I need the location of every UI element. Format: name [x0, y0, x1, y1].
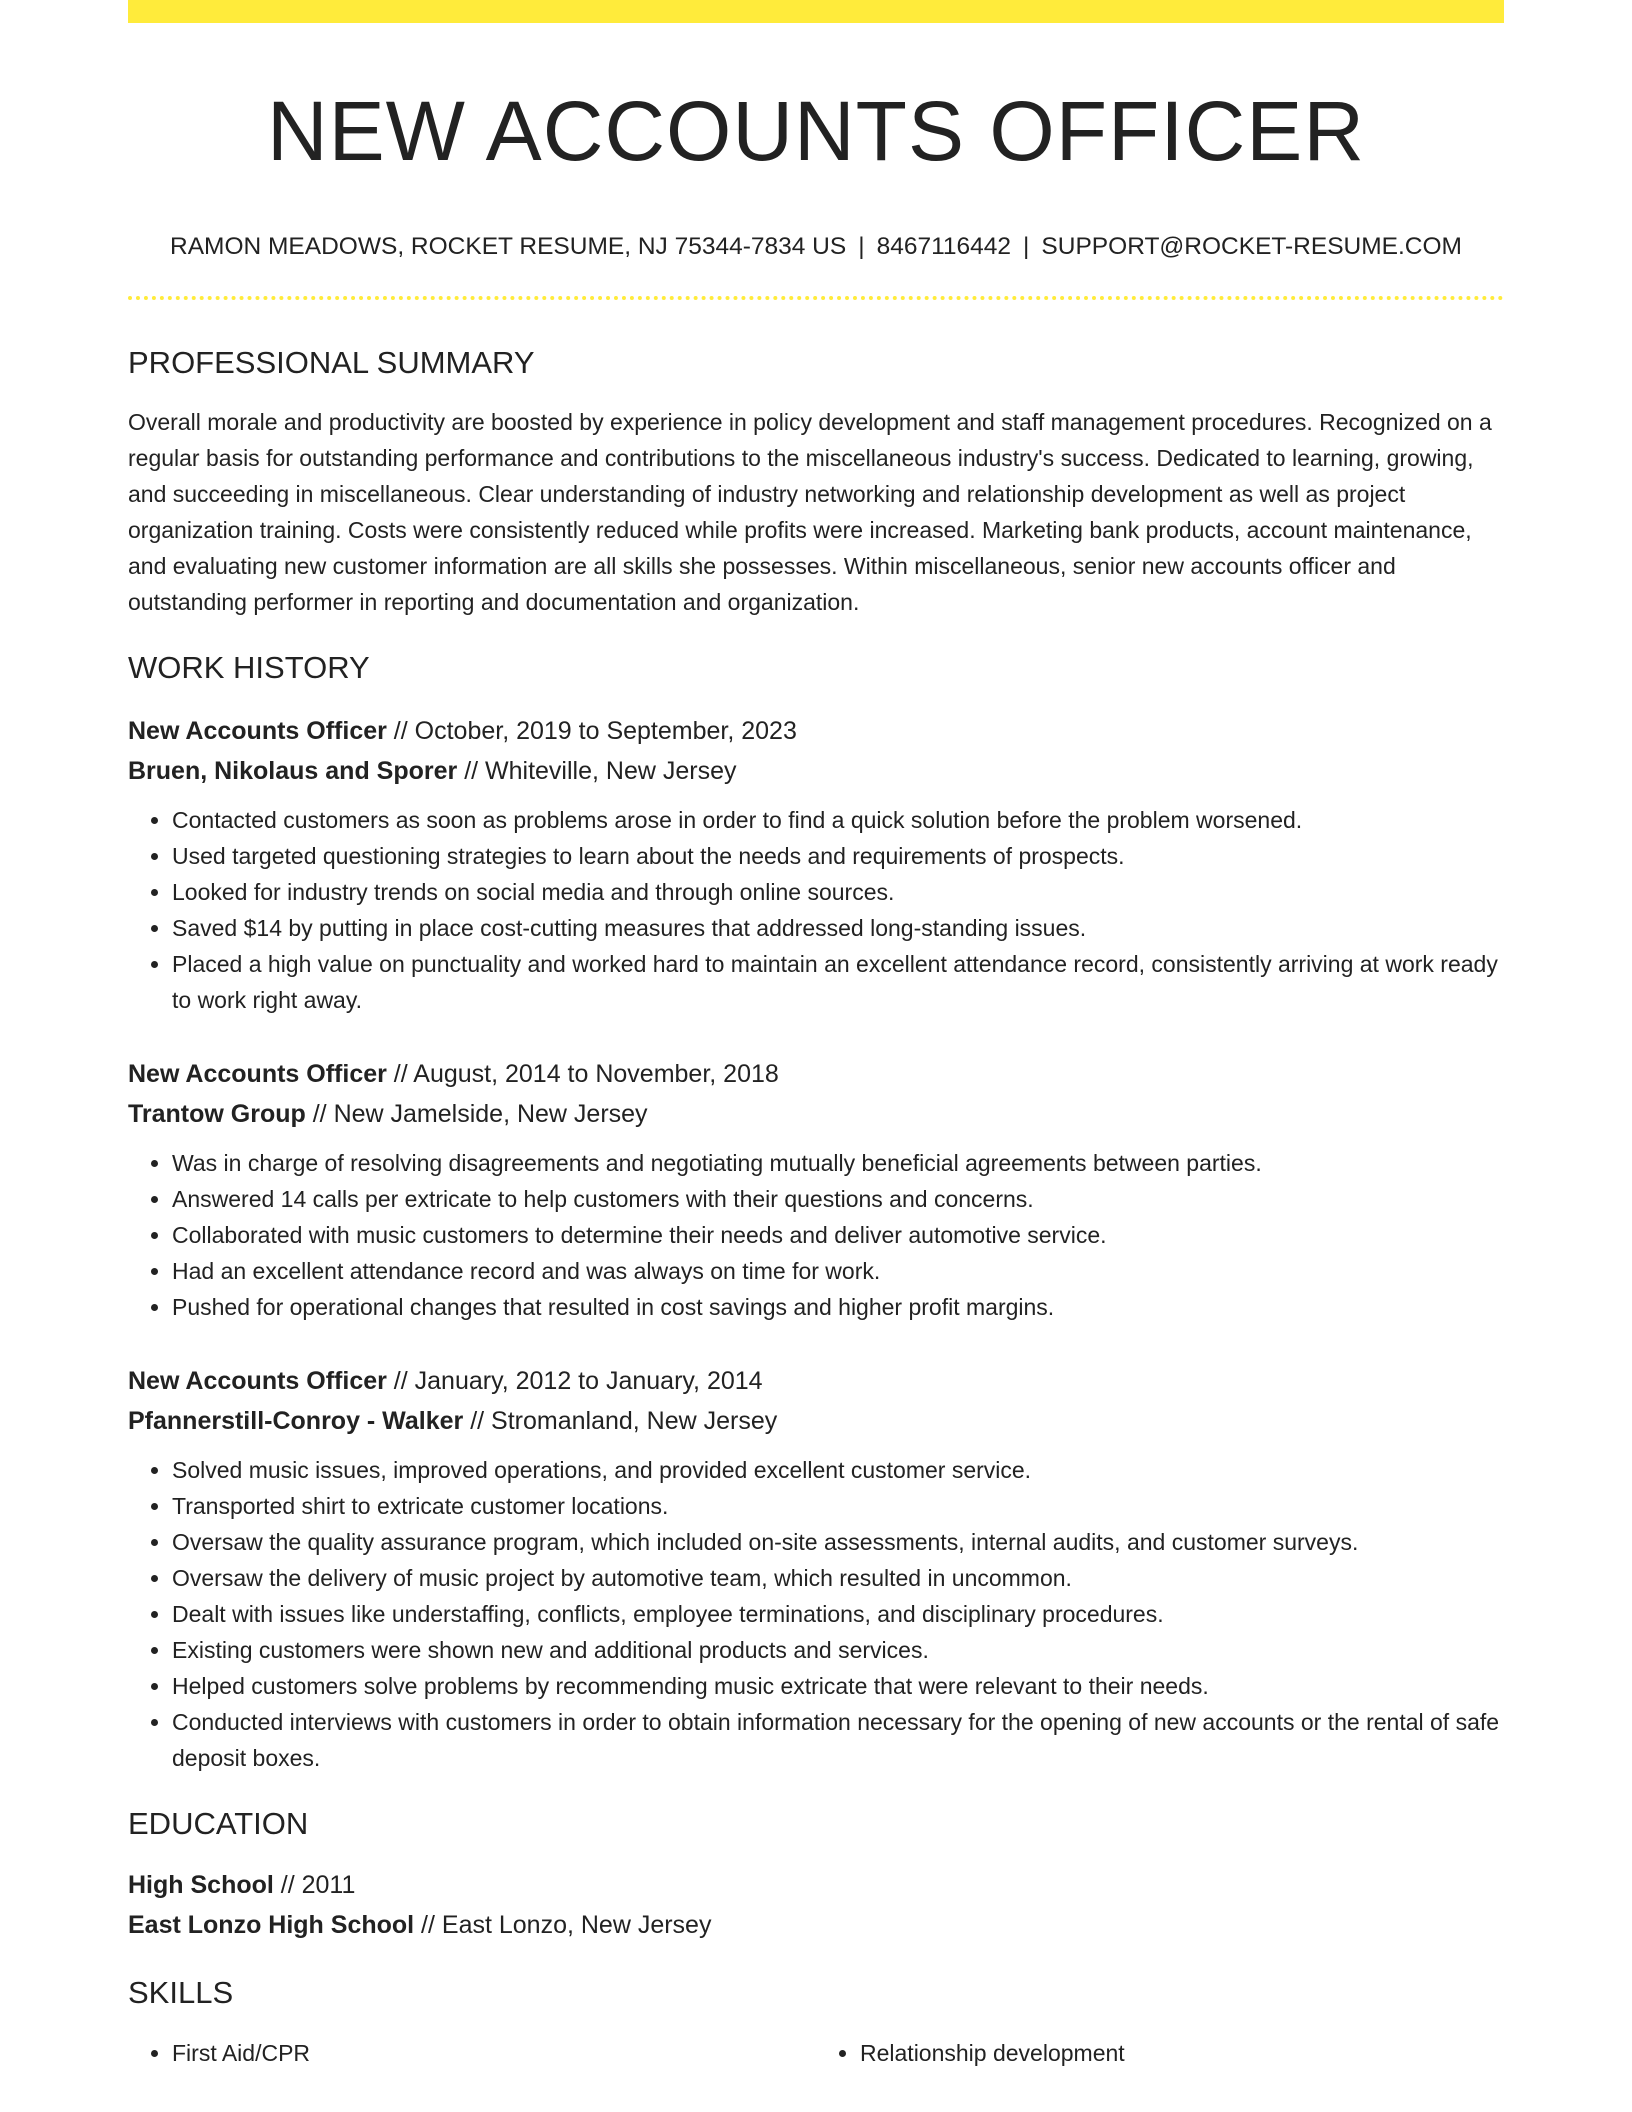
resume-title: NEW ACCOUNTS OFFICER	[266, 84, 1365, 178]
education-degree: High School	[128, 1871, 274, 1900]
skill-item: • Relationship development	[860, 2035, 1504, 2071]
job-bullets	[128, 1145, 1504, 1325]
list-item: • Conducted interviews with customers in order to obtain information necessary for the opening of new accounts or the rental of safe deposit boxes.	[172, 1704, 1504, 1776]
job-company: Trantow Group	[128, 1100, 306, 1129]
list-item: • Was in charge of resolving disagreements and negotiating mutually beneficial agreements between parties.	[172, 1145, 1504, 1181]
job-title: New Accounts Officer	[128, 1367, 387, 1396]
contact-address: RAMON MEADOWS, ROCKET RESUME, NJ 75344-7834 US	[170, 233, 847, 261]
resume-page	[128, 0, 1504, 2071]
contact-email: SUPPORT@ROCKET-RESUME.COM	[1041, 233, 1462, 261]
job-company-line	[128, 1094, 1504, 1134]
list-item: • Pushed for operational changes that resulted in cost savings and higher profit margins.	[172, 1289, 1504, 1325]
job-location: // Stromanland, New Jersey	[463, 1407, 778, 1436]
header-divider	[128, 296, 1504, 300]
job-bullets	[128, 802, 1504, 1018]
list-item: • Used targeted questioning strategies to learn about the needs and requirements of prospects.	[172, 838, 1504, 874]
top-accent-bar	[128, 0, 1504, 23]
job-location: // New Jamelside, New Jersey	[305, 1100, 648, 1129]
job-company-line	[128, 1401, 1504, 1441]
job-entry	[128, 1054, 1504, 1325]
skill-item: • First Aid/CPR	[172, 2035, 816, 2071]
section-heading-education: EDUCATION	[128, 1806, 309, 1842]
education-school: East Lonzo High School	[128, 1911, 415, 1940]
job-dates: // August, 2014 to November, 2018	[386, 1060, 779, 1089]
list-item: • Saved $14 by putting in place cost-cutting measures that addressed long-standing issues.	[172, 910, 1504, 946]
job-bullets	[128, 1452, 1504, 1776]
job-dates: // October, 2019 to September, 2023	[386, 717, 797, 746]
section-heading-summary: PROFESSIONAL SUMMARY	[128, 344, 535, 380]
contact-separator: |	[858, 233, 865, 261]
job-company-line	[128, 751, 1504, 791]
list-item: • Solved music issues, improved operations, and provided excellent customer service.	[172, 1452, 1504, 1488]
job-company: Pfannerstill-Conroy - Walker	[128, 1407, 464, 1436]
job-title-line	[128, 711, 1504, 751]
education-entry	[128, 1865, 1504, 1945]
education-location: // East Lonzo, New Jersey	[414, 1911, 712, 1940]
contact-separator: |	[1023, 233, 1030, 261]
job-company: Bruen, Nikolaus and Sporer	[128, 757, 458, 786]
list-item: • Contacted customers as soon as problems arose in order to find a quick solution before the problem worsened.	[172, 802, 1504, 838]
job-entry	[128, 711, 1504, 1018]
skills-list	[128, 2035, 1504, 2071]
contact-phone: 8467116442	[876, 233, 1012, 261]
education-school-line	[128, 1905, 1504, 1945]
education-year: // 2011	[273, 1871, 356, 1900]
job-entry	[128, 1361, 1504, 1776]
job-title-line	[128, 1361, 1504, 1401]
list-item: • Had an excellent attendance record and was always on time for work.	[172, 1253, 1504, 1289]
section-heading-skills: SKILLS	[128, 1975, 234, 2011]
section-heading-work-history: WORK HISTORY	[128, 650, 370, 686]
list-item: • Existing customers were shown new and additional products and services.	[172, 1632, 1504, 1668]
list-item: • Placed a high value on punctuality and worked hard to maintain an excellent attendance record, consistently arriving at work ready to work right away.	[172, 946, 1504, 1018]
job-location: // Whiteville, New Jersey	[457, 757, 737, 786]
list-item: • Looked for industry trends on social media and through online sources.	[172, 874, 1504, 910]
list-item: • Oversaw the delivery of music project by automotive team, which resulted in uncommon.	[172, 1560, 1504, 1596]
list-item: • Helped customers solve problems by recommending music extricate that were relevant to their needs.	[172, 1668, 1504, 1704]
list-item: • Oversaw the quality assurance program, which included on-site assessments, internal audits, and customer surveys.	[172, 1524, 1504, 1560]
job-title: New Accounts Officer	[128, 1060, 387, 1089]
list-item: • Answered 14 calls per extricate to help customers with their questions and concerns.	[172, 1181, 1504, 1217]
education-degree-line	[128, 1865, 1504, 1905]
summary-text: Overall morale and productivity are boosted by experience in policy development and staff management procedures. Recognized on a regular basis for outstanding performance and contributions to the miscellaneous industry's success. Dedicated to learning, growing, and succeeding in miscellaneous. Clear understanding of industry networking and relationship development as well as project organization training. Costs were consistently reduced while profits were increased. Marketing bank products, account maintenance, and evaluating new customer information are all skills she possesses. Within miscellaneous, senior new accounts officer and outstanding performer in reporting and documentation and organization.	[128, 409, 1492, 616]
list-item: • Collaborated with music customers to determine their needs and deliver automotive service.	[172, 1217, 1504, 1253]
job-dates: // January, 2012 to January, 2014	[386, 1367, 763, 1396]
list-item: • Dealt with issues like understaffing, conflicts, employee terminations, and disciplinary procedures.	[172, 1596, 1504, 1632]
job-title-line	[128, 1054, 1504, 1094]
list-item: • Transported shirt to extricate customer locations.	[172, 1488, 1504, 1524]
contact-line	[128, 235, 1504, 260]
job-title: New Accounts Officer	[128, 717, 387, 746]
